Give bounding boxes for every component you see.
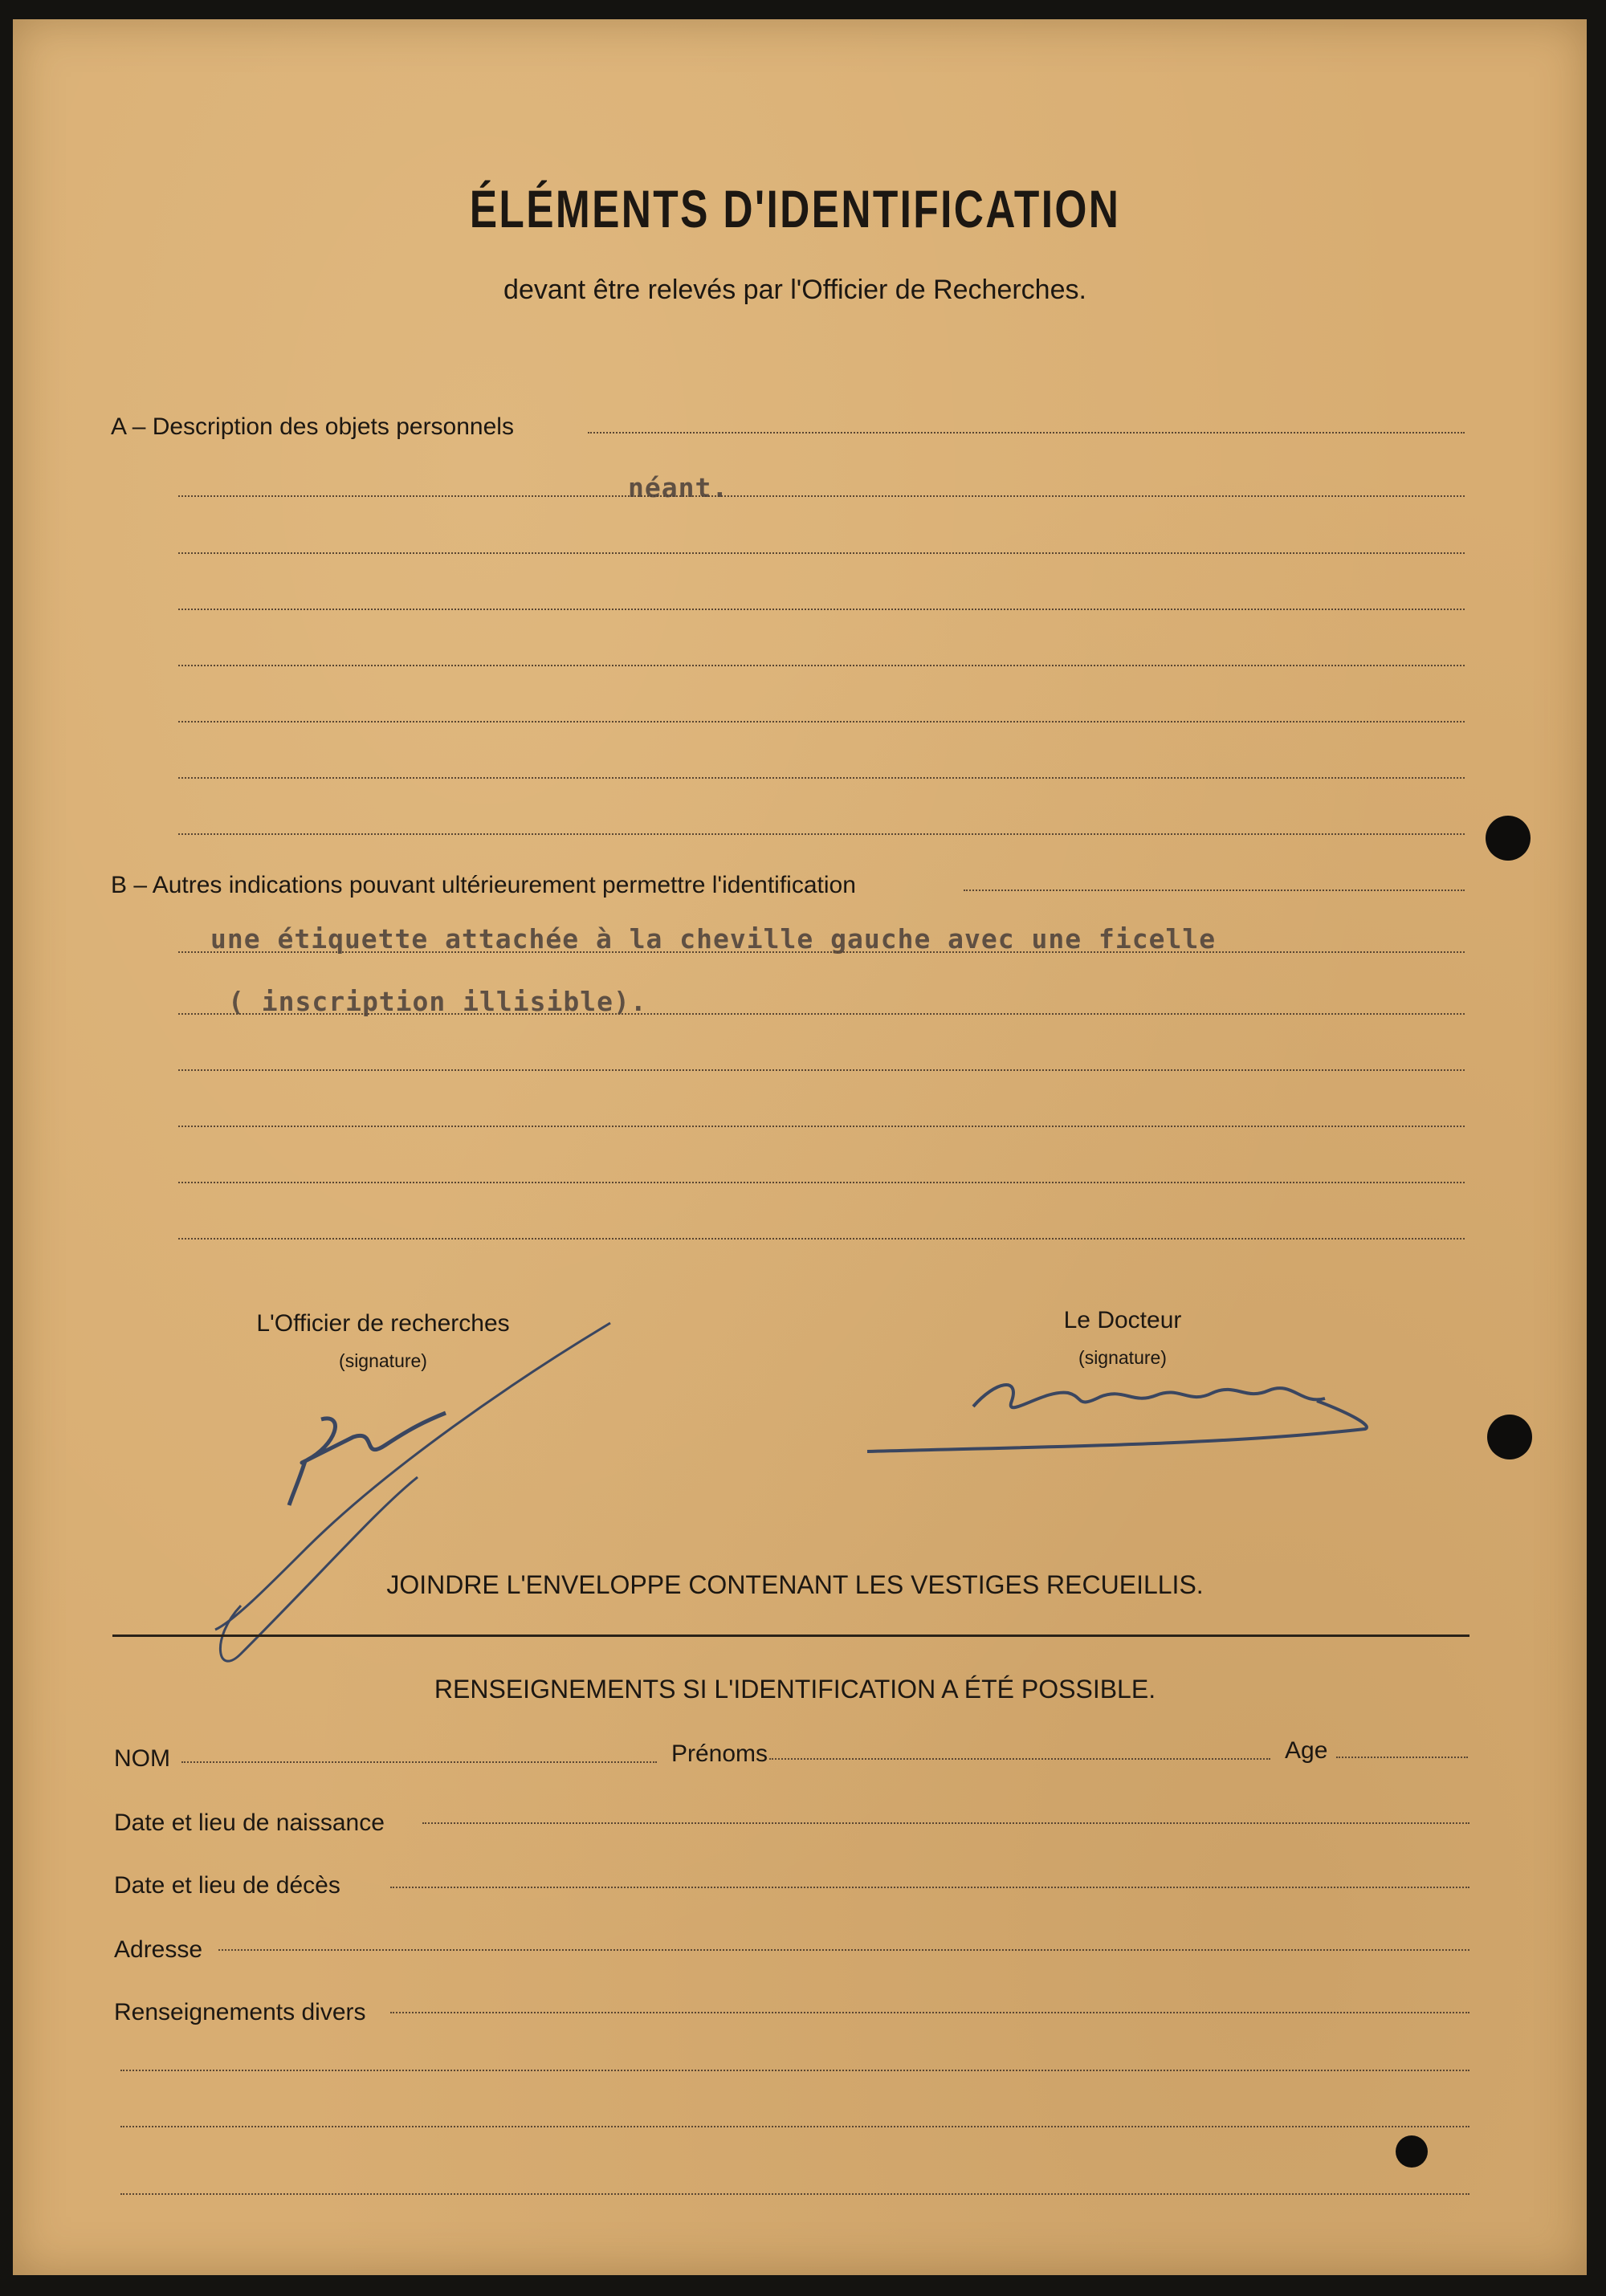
naissance-field: [422, 1822, 1469, 1824]
divers-field-3: [120, 2126, 1469, 2127]
section-b-label: B – Autres indications pouvant ultérieurement permettre l'identification: [111, 872, 856, 898]
doctor-signature-label: Le Docteur: [1063, 1307, 1182, 1333]
section-b-typed-line-1: une étiquette attachée à la cheville gauche avec une ficelle: [210, 923, 1217, 955]
page-subtitle: devant être relevés par l'Officier de Recherches.: [503, 275, 1086, 305]
page-title: ÉLÉMENTS D'IDENTIFICATION: [469, 179, 1121, 238]
naissance-label: Date et lieu de naissance: [114, 1810, 385, 1836]
divers-field-1: [390, 2012, 1469, 2013]
identification-heading: RENSEIGNEMENTS SI L'IDENTIFICATION A ÉTÉ POSSIBLE.: [434, 1675, 1156, 1704]
nom-field: [181, 1761, 657, 1763]
age-label: Age: [1285, 1737, 1328, 1764]
deces-label: Date et lieu de décès: [114, 1872, 340, 1899]
section-b-typed-line-2: ( inscription illisible).: [228, 986, 647, 1017]
instruction-text: JOINDRE L'ENVELOPPE CONTENANT LES VESTIGES RECUEILLIS.: [386, 1570, 1204, 1599]
section-a-typed-text: néant.: [628, 472, 729, 503]
prenoms-label: Prénoms: [671, 1740, 768, 1767]
officer-signature-label: L'Officier de recherches: [256, 1310, 510, 1337]
adresse-field: [218, 1949, 1469, 1951]
prenoms-field: [769, 1758, 1270, 1760]
section-divider: [112, 1634, 1469, 1637]
divers-field-2: [120, 2070, 1469, 2071]
officer-signature-sub: (signature): [339, 1350, 427, 1371]
divers-field-4: [120, 2193, 1469, 2195]
adresse-label: Adresse: [114, 1936, 203, 1963]
nom-label: NOM: [114, 1745, 170, 1772]
age-field: [1336, 1757, 1468, 1758]
deces-field: [390, 1887, 1469, 1888]
doctor-signature-sub: (signature): [1078, 1347, 1167, 1368]
divers-label: Renseignements divers: [114, 1999, 366, 2025]
section-a-label: A – Description des objets personnels: [111, 413, 514, 440]
